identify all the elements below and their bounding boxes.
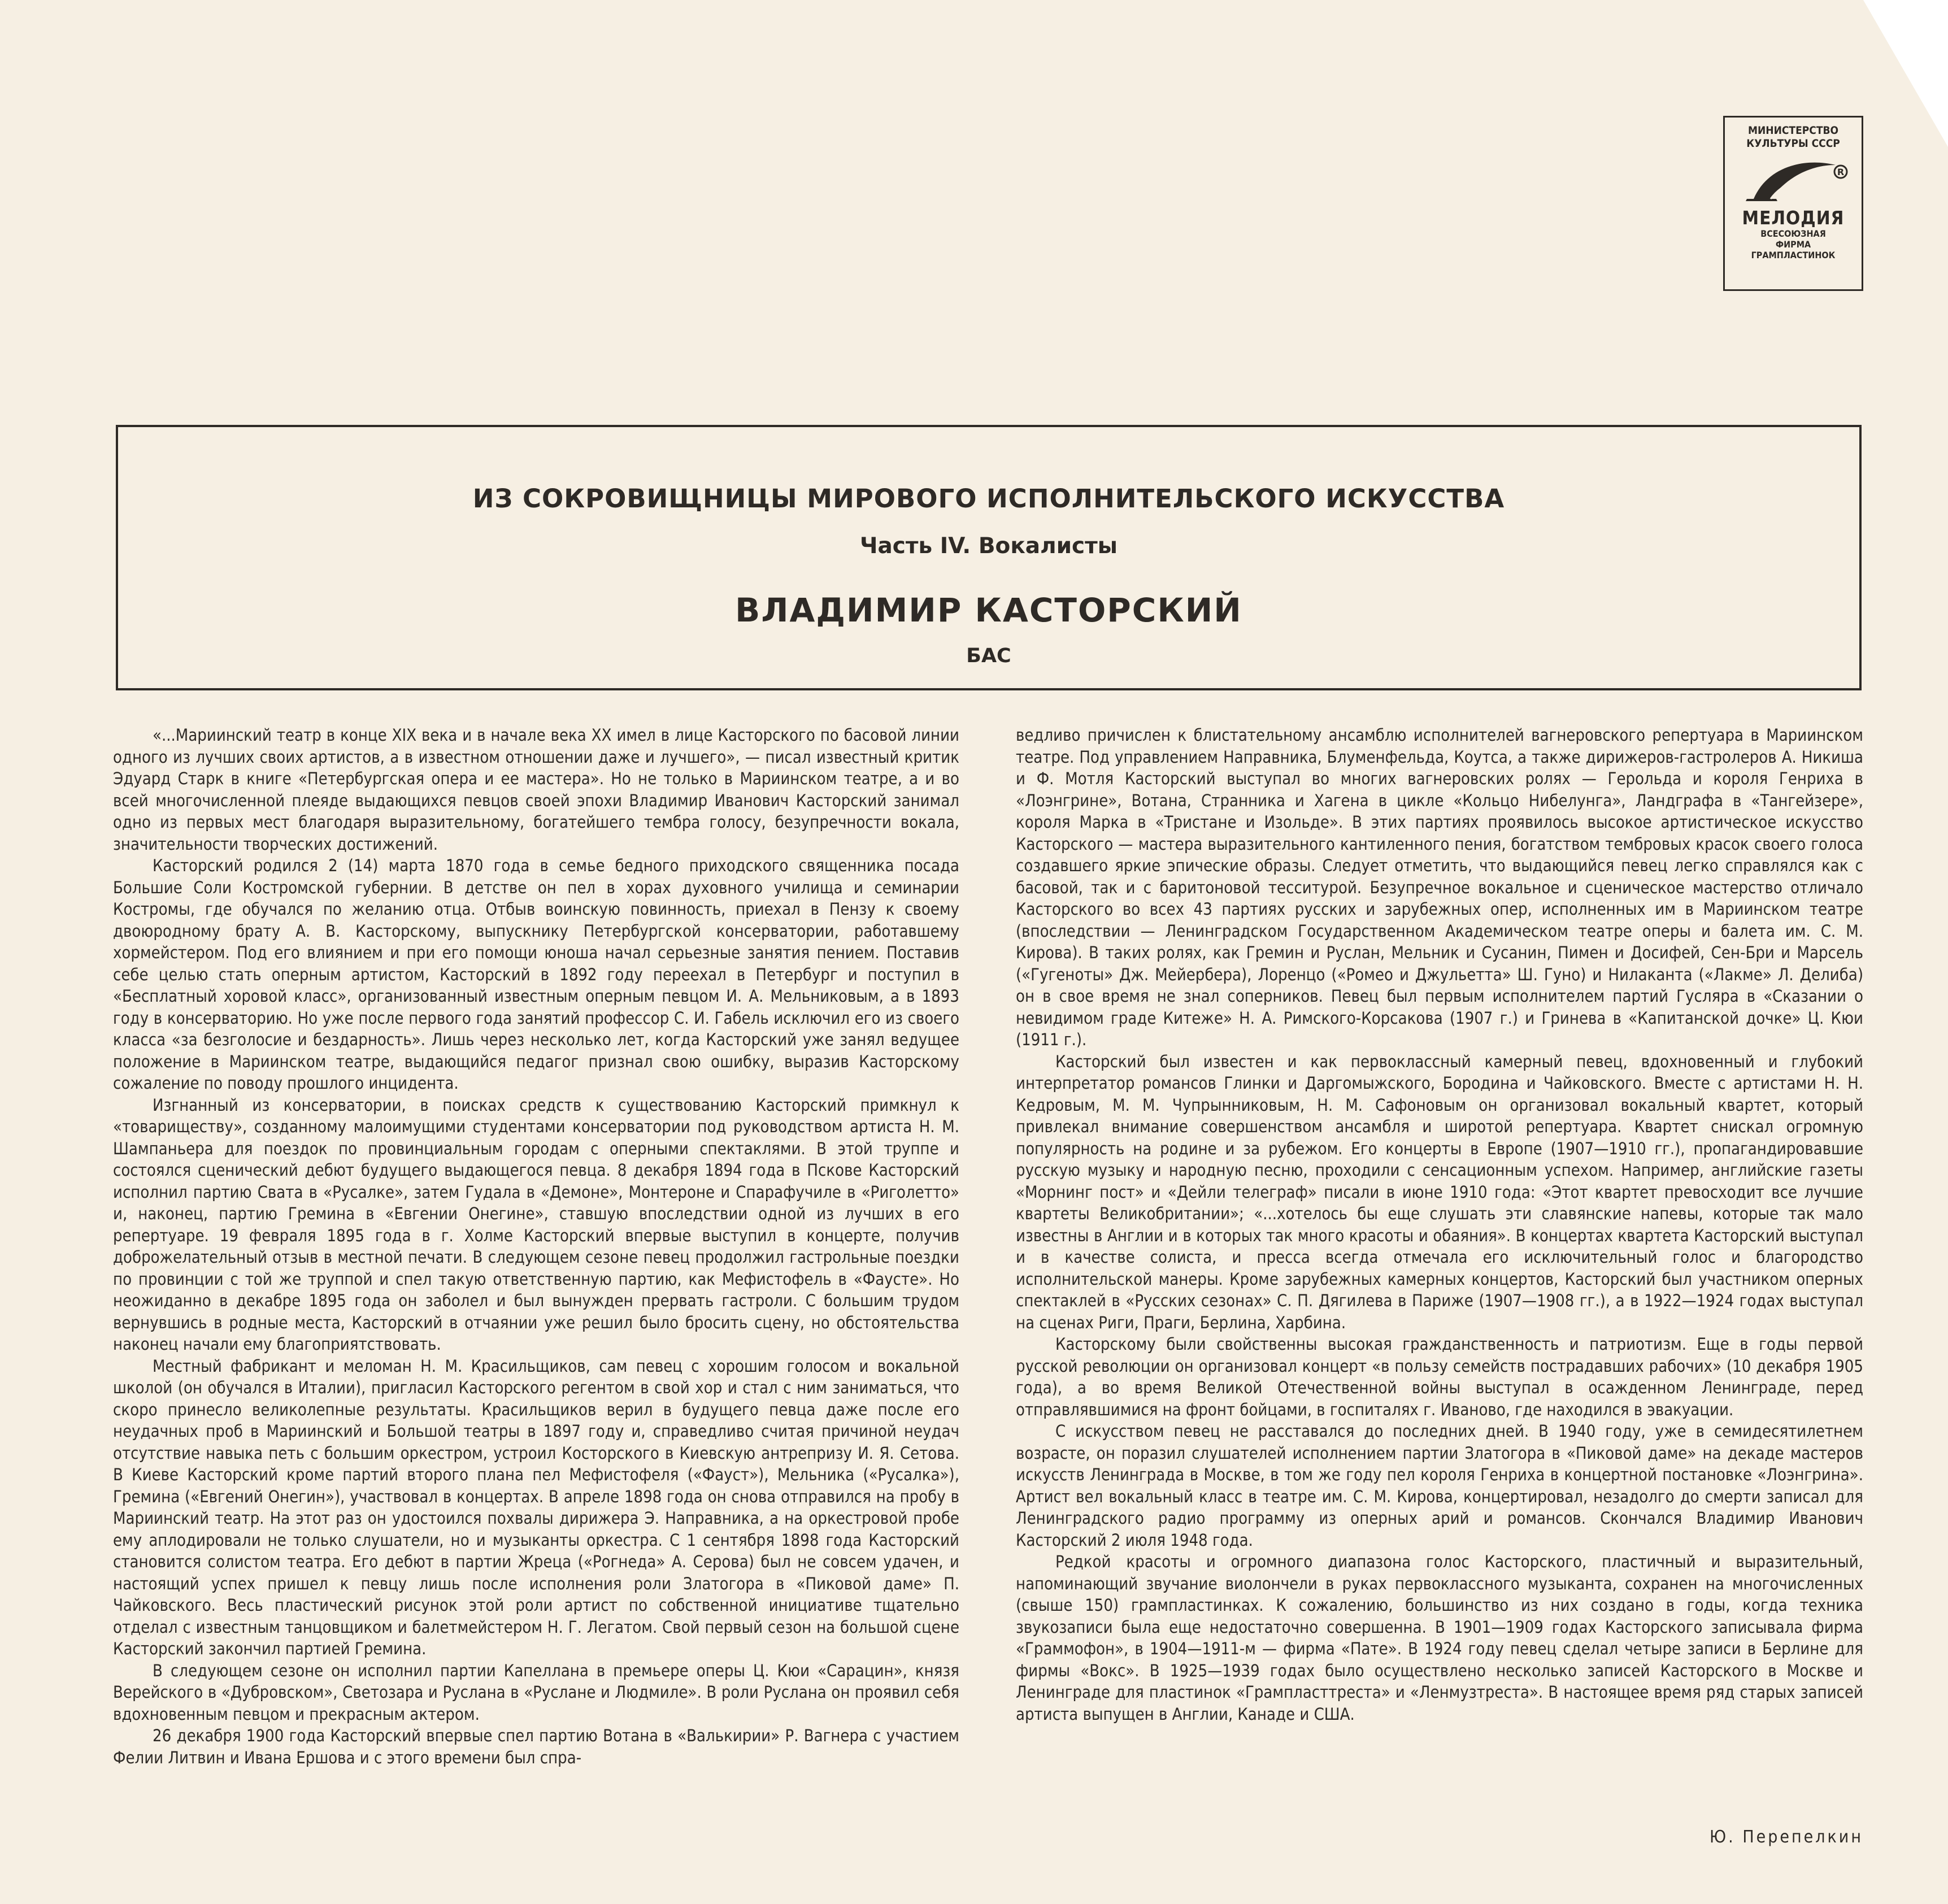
- logo-ministry: МИНИСТЕРСТВО КУЛЬТУРЫ СССР: [1746, 124, 1840, 150]
- paragraph: С искусством певец не расставался до последних дней. В 1940 году, уже в семидесятилетнем возрасте, он поразил слушателей исполнением партии Златогора в «Пиковой даме» на декаде мастеров искусств Ленинграда в Москве, в том же году пел короля Генриха в концертной постановке «Лоэнгрина». Артист вел вокальный класс в театре им. С. М. Кирова, концертировал, незадолго до смерти записал для Ленинградского радио программу из оперных арий и романсов. Скончался Владимир Иванович Касторский 2 июля 1948 года.: [1016, 1422, 1863, 1550]
- paragraph: В следующем сезоне он исполнил партии Капеллана в премьере оперы Ц. Кюи «Сарацин», князя Верейского в «Дубровском», Светозара и Руслана в «Руслане и Людмиле». В роли Руслана он проявил себя вдохновенным певцом и прекрасным актером.: [113, 1660, 959, 1724]
- melodiya-logo: [1723, 116, 1863, 291]
- artist-name: ВЛАДИМИР КАСТОРСКИЙ: [735, 591, 1242, 629]
- text-column-right: [1016, 724, 1863, 1725]
- part-subtitle: Часть IV. Вокалисты: [859, 533, 1118, 559]
- logo-brand: МЕЛОДИЯ: [1742, 207, 1845, 229]
- author-signature: Ю. Перепелкин: [1710, 1827, 1863, 1847]
- logo-firm: ВСЕСОЮЗНАЯ ФИРМА ГРАМПЛАСТИНОК: [1751, 228, 1836, 260]
- title-box: [116, 425, 1862, 690]
- paragraph: Касторский родился 2 (14) марта 1870 года в семье бедного приходского священника посада Большие Соли Костромской губернии. В детстве он пел в хорах духовного училища и семинарии Костромы, где обучался по желанию отца. Отбыв воинскую повинность, приехал в Пензу к своему двоюродному брату А. В. Касторскому, выпускнику Петербургской консерватории, работавшему хормейстером. Под его влиянием и при его помощи юноша начал серьезные занятия пением. Поставив себе целью стать оперным артистом, Касторский в 1892 году переехал в Петербург и поступил в «Бесплатный хоровой класс», организованный известным оперным певцом И. А. Мельниковым, а в 1893 году в консерваторию. Но уже после первого года занятий профессор С. И. Габель исключил его из своего класса «за безголосие и бездарность». Лишь через несколько лет, когда Касторский уже занял ведущее положение в Мариинском театре, выдающийся педагог признал свою ошибку, выразив Касторскому сожаление по поводу прошлого инцидента.: [113, 856, 959, 1093]
- paragraph: Местный фабрикант и меломан Н. М. Красильщиков, сам певец с хорошим голосом и вокальной школой (он обучался в Италии), пригласил Касторского регентом в свой хор и стал с ним заниматься, что скоро принесло великолепные результаты. Красильщиков верил в будущего певца даже после его неудачных проб в Мариинский и Большой театры в 1897 году и, справедливо считая причиной неудач отсутствие навыка петь с большим оркестром, устроил Косторского в Киевскую антрепризу И. Я. Сетова. В Киеве Касторский кроме партий второго плана пел Мефистофеля («Фауст»), Мельника («Русалка»), Гремина («Евгений Онегин»), участвовал в концертах. В апреле 1898 года он снова отправился на пробу в Мариинский театр. На этот раз он удостоился похвалы дирижера Э. Направника, а на оркестровой пробе ему аплодировали не только слушатели, но и музыканты оркестра. С 1 сентября 1898 года Касторский становится солистом театра. Его дебют в партии Жреца («Рогнеда» А. Серова) был не совсем удачен, и настоящий успех пришел к певцу лишь после исполнения роли Златогора в «Пиковой даме» П. Чайковского. Весь пластический рисунок этой роли артист по собственной инициативе тщательно отделал с известным танцовщиком и балетмейстером Н. Г. Легатом. Свой первый сезон на большой сцене Касторский закончил партией Гремина.: [113, 1356, 959, 1658]
- paragraph: Изгнанный из консерватории, в поисках средств к существованию Касторский примкнул к «товариществу», созданному малоимущими студентами консерватории под руководством артиста Н. М. Шампаньера для поездок по провинциальным городам с оперными спектаклями. В этой труппе и состоялся сценический дебют будущего выдающегося певца. 8 декабря 1894 года в Пскове Касторский исполнил партию Свата в «Русалке», затем Гудала в «Демоне», Монтероне и Спарафучиле в «Риголетто» и, наконец, партию Гремина в «Евгении Онегине», ставшую впоследствии одной из лучших в его репертуаре. 19 февраля 1895 года в г. Холме Касторский впервые выступил в концерте, получив доброжелательный отзыв в местной печати. В следующем сезоне певец продолжил гастрольные поездки по провинции с той же труппой и спел такую ответственную партию, как Мефистофель в «Фаусте». Но неожиданно в декабре 1895 года он заболел и был вынужден прервать гастроли. С большим трудом вернувшись в родные места, Касторский в отчаянии уже решил было бросить сцену, но обстоятельства наконец начали ему благоприятствовать.: [113, 1095, 959, 1354]
- paragraph: ведливо причислен к блистательному ансамблю исполнителей вагнеровского репертуара в Мариинском театре. Под управлением Направника, Блуменфельда, Коутса, а также дирижеров-гастролеров А. Никиша и Ф. Мотля Касторский выступал во многих вагнеровских ролях — Герольда и короля Генриха в «Лоэнгрине», Вотана, Странника и Хагена в цикле «Кольцо Нибелунга», Ландграфа в «Тангейзере», короля Марка в «Тристане и Изольде». В этих партиях проявилось высокое артистическое искусство Касторского — мастера выразительного кантиленного пения, богатством тембровых красок своего голоса создавшего яркие эпические образы. Следует отметить, что выдающийся певец легко справлялся как с басовой, так и с баритоновой тесситурой. Безупречное вокальное и сценическое мастерство отличало Касторского во всех 43 партиях русских и зарубежных опер, исполненных им в Мариинском театре (впоследствии — Ленинградском Государственном Академическом театре оперы и балета им. С. М. Кирова). В таких ролях, как Гремин и Руслан, Мельник и Сусанин, Пимен и Досифей, Сен-Бри и Марсель («Гугеноты» Дж. Мейербера), Лоренцо («Ромео и Джульетта» Ш. Гуно) и Нилаканта («Лакме» Л. Делиба) он в свое время не знал соперников. Певец был первым исполнителем партий Гусляра в «Сказании о невидимом граде Китеже» Н. А. Римского-Корсакова (1907 г.) и Гринева в «Капитанской дочке» Ц. Кюи (1911 г.).: [1016, 725, 1863, 1049]
- paragraph: Касторский был известен и как первоклассный камерный певец, вдохновенный и глубокий интерпретатор романсов Глинки и Даргомыжского, Бородина и Чайковского. Вместе с артистами Н. Н. Кедровым, М. М. Чупрынниковым, Н. М. Сафоновым он организовал вокальный квартет, который привлекал внимание совершенством ансамбля и широтой репертуара. Квартет снискал огромную популярность на родине и за рубежом. Его концерты в Европе (1907—1910 гг.), пропагандировавшие русскую музыку и народную песню, проходили с сенсационным успехом. Например, английские газеты «Морнинг пост» и «Дейли телеграф» писали в июне 1910 года: «Этот квартет превосходит все лучшие квартеты Великобритании»; «...хотелось бы еще слушать эти славянские напевы, которые так мало известны в Англии и в которых так много красоты и обаяния». В концертах квартета Касторский выступал и в качестве солиста, и пресса всегда отмечала его исключительный голос и благородство исполнительской манеры. Кроме зарубежных камерных концертов, Касторский был участником оперных спектаклей в «Русских сезонах» С. П. Дягилева в Париже (1907—1908 гг.), а в 1922—1924 годах выступал на сценах Риги, Праги, Берлина, Харбина.: [1016, 1051, 1863, 1332]
- series-title: ИЗ СОКРОВИЩНИЦЫ МИРОВОГО ИСПОЛНИТЕЛЬСКОГО ИСКУССТВА: [472, 484, 1505, 514]
- voice-type: БАС: [966, 645, 1011, 667]
- paragraph: «...Мариинский театр в конце XIX века и в начале века XX имел в лице Касторского по басовой линии одного из лучших своих артистов, а в известном отношении даже и лучшего», — писал известный критик Эдуард Старк в книге «Петербургская опера и ее мастера». Но не только в Мариинском театре, а и во всей многочисленной плеяде выдающихся певцов своей эпохи Владимир Иванович Касторский занимал одно из первых мест благодаря выразительному, богатейшего тембра голосу, безупречности вокала, значительности творческих достижений.: [113, 725, 959, 854]
- melodiya-emblem-icon: [1737, 155, 1850, 207]
- svg-text:R: R: [1837, 167, 1845, 177]
- paragraph: 26 декабря 1900 года Касторский впервые спел партию Вотана в «Валькирии» Р. Вагнера с участием Фелии Литвин и Ивана Ершова и с этого времени был спра-: [113, 1726, 959, 1767]
- text-column-left: [113, 724, 959, 1768]
- cut-corner: [1863, 0, 1948, 147]
- paragraph: Редкой красоты и огромного диапазона голос Касторского, пластичный и выразительный, напоминающий звучание виолончели в руках первоклассного музыканта, сохранен на многочисленных (свыше 150) грампластинках. К сожалению, большинство из них создано в годы, когда техника звукозаписи была еще недостаточно совершенна. В 1901—1909 годах Касторского записывала фирма «Граммофон», в 1904—1911-м — фирма «Пате». В 1924 году певец сделал четыре записи в Берлине для фирмы «Вокс». В 1925—1939 годах было осуществлено несколько записей Касторского в Москве и Ленинграде для пластинок «Грампласттреста» и «Ленмузтреста». В настоящее время ряд старых записей артиста выпущен в Англии, Канаде и США.: [1016, 1552, 1863, 1724]
- paragraph: Касторскому были свойственны высокая гражданственность и патриотизм. Еще в годы первой русской революции он организовал концерт «в пользу семейств пострадавших рабочих» (10 декабря 1905 года), а во время Великой Отечественной войны выступал в осажденном Ленинграде, перед отправлявшимися на фронт бойцами, в госпиталях г. Иваново, где находился в эвакуации.: [1016, 1334, 1863, 1419]
